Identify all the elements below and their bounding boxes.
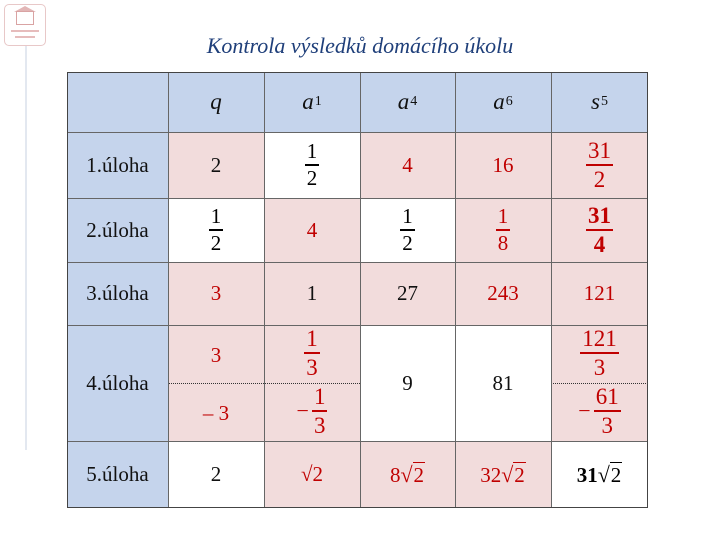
r4-a1-positive: $\frac{1}{3}$ [306, 326, 318, 380]
r4-a1-negative: − $\frac{1}{3}$ [296, 384, 326, 438]
grid-line [67, 132, 648, 133]
cell-r2-q: $\frac{1}{2}$ [168, 198, 264, 262]
header-q: q [168, 72, 264, 132]
logo-house-shape [16, 11, 34, 25]
cell-r2-a1: 4 [264, 198, 360, 262]
cell-r5-a6: 32√2 [455, 441, 551, 508]
grid-line [67, 262, 648, 263]
cell-r3-a6: 243 [455, 262, 551, 325]
header-a1: a 1 [264, 72, 360, 132]
grid-line [551, 72, 552, 508]
r4-split-dotted-right [551, 383, 648, 384]
grid-line [168, 72, 169, 508]
cell-r3-s5: 121 [551, 262, 648, 325]
cell-r3-a1: 1 [264, 262, 360, 325]
grid-line [67, 325, 648, 326]
row-label-2: 2.úloha [67, 198, 168, 262]
cell-r3-a4: 27 [360, 262, 455, 325]
slide-edge-line [25, 20, 27, 450]
logo-text-line [11, 30, 39, 32]
cell-r5-a1: √2 [264, 441, 360, 508]
r4-s5-negative: − $\frac{61}{3}$ [578, 384, 619, 438]
grid-line [67, 441, 648, 442]
cell-r2-s5: $\frac{31}{4}$ [551, 198, 648, 262]
grid-line [455, 72, 456, 508]
header-a4: a 4 [360, 72, 455, 132]
cell-r5-s5: 31√2 [551, 441, 648, 508]
cell-r5-a4: 8√2 [360, 441, 455, 508]
cell-r3-q: 3 [168, 262, 264, 325]
r4-q-negative: – 3 [202, 401, 230, 425]
cell-r1-q: 2 [168, 132, 264, 198]
cell-r5-q: 2 [168, 441, 264, 508]
row-label-5: 5.úloha [67, 441, 168, 508]
cell-r2-a4: $\frac{1}{2}$ [360, 198, 455, 262]
header-a6: a 6 [455, 72, 551, 132]
header-s5: s 5 [551, 72, 648, 132]
cell-r2-a6: $\frac{1}{8}$ [455, 198, 551, 262]
row-label-4: 4.úloha [67, 325, 168, 441]
cell-r4-a6: 81 [455, 325, 551, 441]
cell-r1-a6: 16 [455, 132, 551, 198]
grid-line [67, 198, 648, 199]
cell-r1-a4: 4 [360, 132, 455, 198]
r4-s5-positive: $\frac{121}{3}$ [582, 326, 617, 380]
grid-line [360, 72, 361, 508]
results-table [67, 72, 648, 508]
r4-q-positive: 3 [210, 343, 222, 367]
page-title: Kontrola výsledků domácího úkolu [206, 33, 514, 58]
header-corner-cell [67, 72, 168, 132]
row-label-3: 3.úloha [67, 262, 168, 325]
cell-r1-s5: $\frac{31}{2}$ [551, 132, 648, 198]
cell-r1-a1: $\frac{1}{2}$ [264, 132, 360, 198]
grid-line [264, 72, 265, 508]
cell-r4-a4: 9 [360, 325, 455, 441]
row-label-1: 1.úloha [67, 132, 168, 198]
